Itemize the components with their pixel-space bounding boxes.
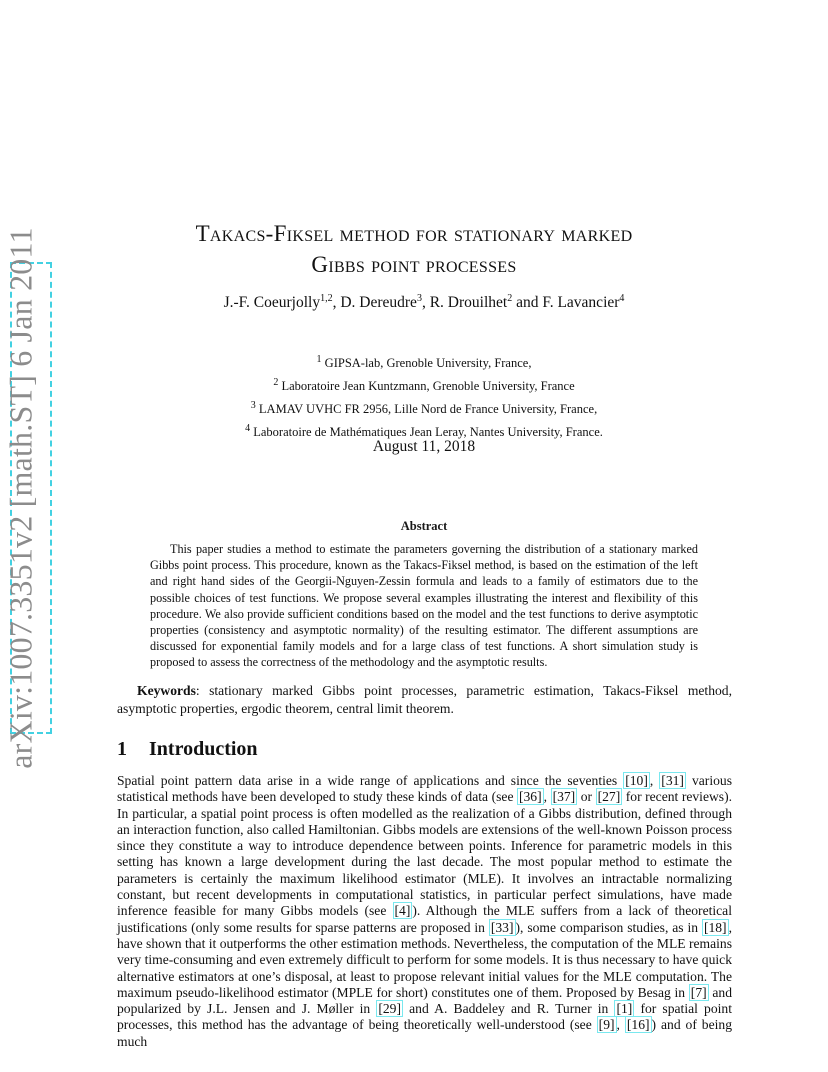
intro-text: or — [577, 789, 596, 805]
affiliation-text: GIPSA-lab, Grenoble University, France, — [321, 356, 532, 371]
author-name: R. Drouilhet — [429, 294, 508, 312]
title-line-2: Gibbs point processes — [311, 252, 517, 277]
title-line-1: Takacs-Fiksel method for stationary marked — [195, 221, 633, 246]
citation-link[interactable]: [37] — [552, 789, 576, 805]
intro-text: , — [543, 789, 551, 805]
citation-link[interactable]: [1] — [616, 1001, 633, 1017]
affiliation-item — [0, 396, 828, 419]
arxiv-identifier[interactable]: arXiv:1007.3351v2 [math.ST] 6 Jan 2011 — [2, 227, 39, 769]
citation-link[interactable]: [10] — [625, 773, 648, 788]
keywords-paragraph — [117, 682, 732, 719]
paper-title — [0, 218, 828, 280]
author-name: F. Lavancier — [542, 294, 620, 312]
introduction-paragraph — [117, 773, 732, 1050]
affiliation-item — [0, 350, 828, 373]
intro-text: , have shown that it outperforms the other estimation methods. Nevertheless, the computation of the MLE remains very time-consuming and even extremely difficult to perform for some models. It is thus necessary to have quick alternative estimators at one’s disposal, at least to propose relevant initial values for the MLE computation. The maximum pseudo-likelihood estimator (MPLE for short) constitutes one of them. Proposed by Besag in — [117, 919, 732, 1000]
section-number: 1 — [117, 738, 127, 760]
paper-date: August 11, 2018 — [372, 438, 476, 455]
affiliation-sup: 3 — [250, 400, 256, 412]
author-separator: , — [332, 294, 341, 312]
abstract-body: This paper studies a method to estimate the parameters governing the distribution of a stationary marked Gibbs point process. This procedure, known as the Takacs-Fiksel method, is based on the estimation of the left and right hand sides of the Georgii-Nguyen-Zessin formula and leads to a family of estimators due to the possible choices of test functions. We propose several examples illustrating the interest and flexibility of this procedure. We also provide sufficient conditions based on the model and the test functions to derive asymptotic properties (consistency and asymptotic normality) of the resulting estimator. The different assumptions are discussed for exponential family models and for a large class of test functions. A short simulation study is proposed to assess the correctness of the methodology and the asymptotic results. — [150, 542, 698, 670]
affiliation-text: Laboratoire Jean Kuntzmann, Grenoble University, France — [278, 379, 575, 394]
citation-link[interactable]: [7] — [690, 984, 707, 1000]
author-affil-sup: 2 — [507, 293, 513, 304]
intro-text: , — [649, 773, 660, 788]
author-list — [0, 293, 828, 312]
intro-text: , — [616, 1017, 625, 1033]
author-name: J.-F. Coeurjolly — [223, 294, 321, 312]
intro-text: and popularized by J.L. Jensen and J. Møller in — [117, 984, 732, 1017]
affiliation-sup: 2 — [273, 377, 279, 389]
affiliation-list — [0, 350, 828, 443]
section-title: Introduction — [149, 738, 258, 760]
author-affil-sup: 1,2 — [320, 293, 333, 304]
citation-link[interactable]: [29] — [378, 1001, 402, 1017]
citation-link[interactable]: [4] — [394, 903, 411, 919]
author-affil-sup: 4 — [619, 293, 625, 304]
author-affil-sup: 3 — [416, 293, 422, 304]
affiliation-sup: 1 — [316, 354, 322, 365]
intro-text: ) and of being much — [117, 1017, 733, 1049]
intro-text: Spatial point pattern data arise in a wide range of applications and since the seventies — [117, 773, 624, 788]
intro-text: and A. Baddeley and R. Turner in — [403, 1001, 615, 1017]
keywords-text: : stationary marked Gibbs point processes, parametric estimation, Takacs-Fiksel method, asymptotic properties, ergodic theorem, central limit theorem. — [117, 683, 732, 717]
citation-link[interactable]: [18] — [703, 919, 727, 935]
author-name: D. Dereudre — [340, 294, 417, 312]
section-heading — [117, 738, 258, 761]
affiliation-text: LAMAV UVHC FR 2956, Lille Nord de France University, France, — [255, 402, 598, 417]
intro-text: ). Although the MLE suffers from a lack of theoretical justifications (only some results for sparse patterns are proposed in — [117, 903, 732, 935]
keywords-label: Keywords — [137, 683, 196, 698]
intro-text: various statistical methods have been developed to study these kinds of data (see — [117, 773, 732, 805]
citation-link[interactable]: [27] — [597, 789, 621, 805]
citation-link[interactable]: [36] — [518, 789, 542, 805]
affiliation-sup: 4 — [245, 423, 251, 435]
affiliation-item — [0, 373, 828, 396]
author-separator: and — [512, 294, 543, 312]
intro-text: for recent reviews). In particular, a spatial point process is often modelled as the realization of a Gibbs distribution, defined through an interaction function, also called Hamiltonian. Gibbs models are extensions of the well-known Poisson process since they constitute a way to introduce dependence between points. Inference for parametric models in this setting has known a large development during the last decade. The most popular method to estimate the parameters is certainly the maximum likelihood estimator (MLE). It involves an intractable normalizing constant, but recent developments in computational statistics, in particular perfect simulations, have made inference feasible for many Gibbs models (see — [117, 789, 733, 919]
citation-link[interactable]: [16] — [626, 1017, 650, 1033]
abstract-heading: Abstract — [400, 519, 448, 533]
citation-link[interactable]: [33] — [490, 919, 514, 935]
intro-text: ), some comparison studies, as in — [515, 919, 702, 935]
citation-link[interactable]: [31] — [661, 773, 684, 788]
citation-link[interactable]: [9] — [598, 1017, 615, 1033]
affiliation-text: Laboratoire de Mathématiques Jean Leray, Nantes University, France. — [250, 425, 603, 440]
author-separator: , — [421, 294, 430, 312]
intro-text: for spatial point processes, this method has the advantage of being theoretically well-understood (see — [117, 1001, 732, 1033]
